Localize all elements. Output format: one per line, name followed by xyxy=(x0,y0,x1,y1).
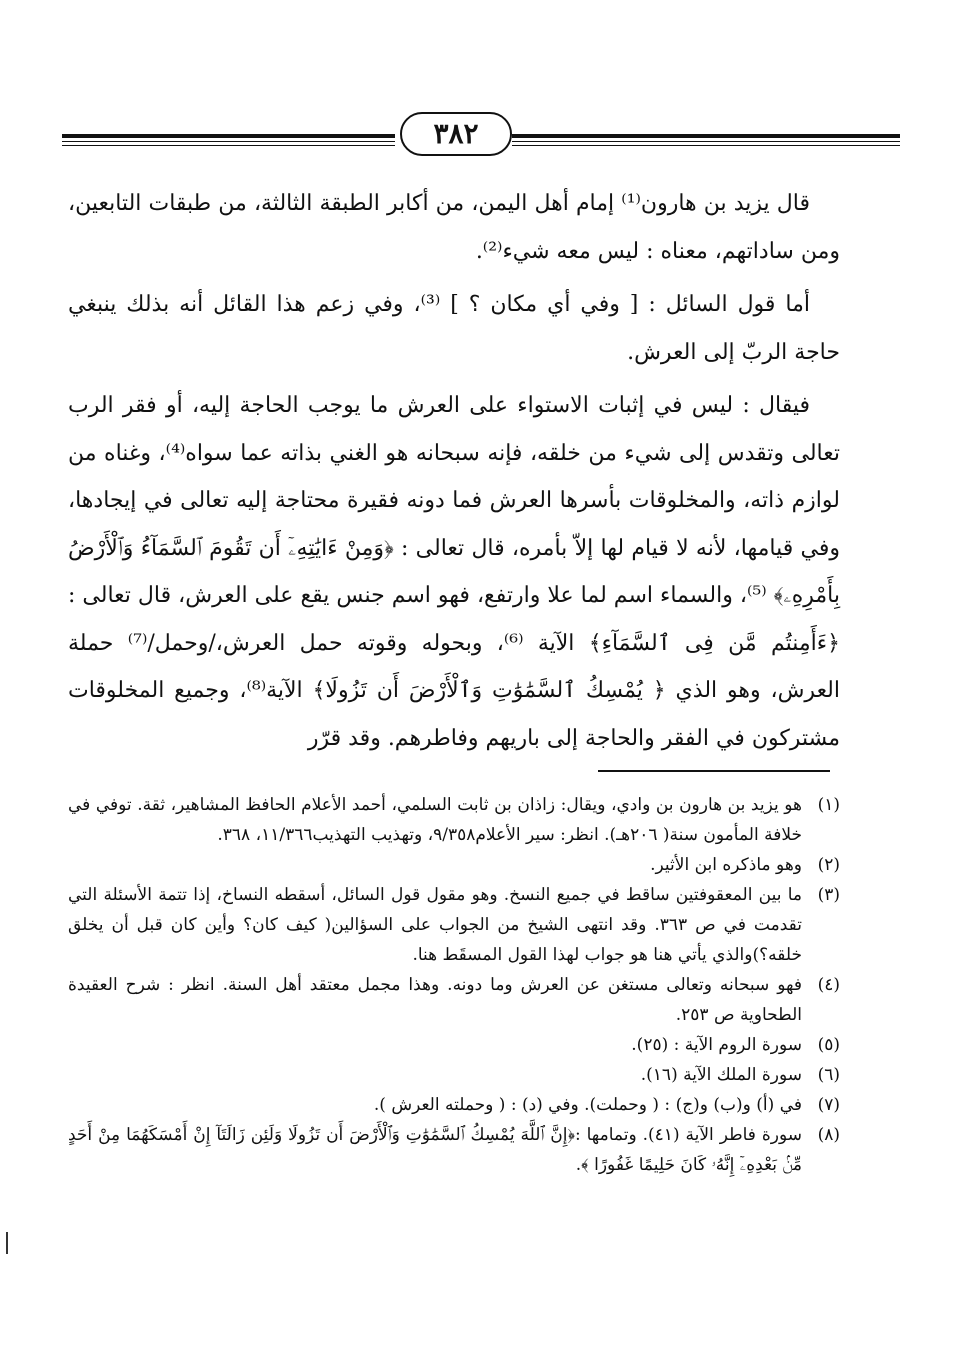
main-text xyxy=(68,180,840,768)
footnote-number: (٧) xyxy=(817,1095,840,1115)
footnote-text: سورة الملك الآية (١٦). xyxy=(640,1065,802,1085)
footnote-8 xyxy=(68,1120,840,1180)
footnote-text: سورة الروم الآية : (٢٥). xyxy=(631,1035,802,1055)
header-rule-left xyxy=(62,134,395,146)
footnote-text: سورة فاطر الآية (٤١). وتمامها :﴿إِنَّ ٱللَّهَ يُمْسِكُ ٱلسَّمَٰوَٰتِ وَٱلْأَرْضَ أَن تَزُولَا وَلَئِن زَالَتَآ إِنْ أَمْسَكَهُمَا مِنْ أَحَدٍ مِّنۢ بَعْدِهِۦٓ إِنَّهُۥ كَانَ حَلِيمًا غَفُورًا ﴾. xyxy=(68,1125,802,1175)
footnote-text: فهو سبحانه وتعالى مستغن عن العرش وما دونه. وهذا مجمل معتقد أهل السنة. انظر : شرح العقيدة الطحاوية ص ٢٥٣. xyxy=(68,975,802,1025)
footnote-1 xyxy=(68,790,840,850)
footnote-number: (٥) xyxy=(817,1035,840,1055)
paragraph-1: قال يزيد بن هارون⁽¹⁾ إمام أهل اليمن، من أكابر الطبقة الثالثة، من طبقات التابعين، ومن ساداتهم، معناه : ليس معه شيء⁽²⁾. xyxy=(68,191,840,264)
footnote-number: (٤) xyxy=(817,975,840,995)
footnotes xyxy=(68,790,840,1180)
footnote-6 xyxy=(68,1060,840,1090)
footnote-divider xyxy=(598,770,830,772)
footnote-5 xyxy=(68,1030,840,1060)
footnote-2 xyxy=(68,850,840,880)
scan-margin-mark xyxy=(6,1232,8,1254)
page-header xyxy=(62,112,900,162)
footnote-number: (٦) xyxy=(817,1065,840,1085)
header-rule-right xyxy=(512,134,900,146)
footnote-number: (٣) xyxy=(817,885,840,905)
footnote-text: وهو ماذكره ابن الأثير. xyxy=(650,855,802,875)
footnote-number: (١) xyxy=(817,795,840,815)
footnote-number: (٨) xyxy=(817,1125,840,1145)
footnote-text: ما بين المعقوفتين ساقط في جميع النسخ. وهو مقول قول السائل، أسقطه النساخ، إذا تتمة الأسئلة التي تقدمت في ص ٣٦٣. وقد انتهى الشيخ من الجواب على السؤالين( كيف كان؟ وأين كان قبل أن يخلق خلقه؟)والذي يأتي هنا هو جواب لهذا القول المسقَط هنا. xyxy=(68,885,802,965)
footnote-3 xyxy=(68,880,840,970)
footnote-4 xyxy=(68,970,840,1030)
page-number: ٣٨٢ xyxy=(400,112,512,156)
paragraph-2: أما قول السائل : [ وفي أي مكان ؟ ] ⁽³⁾، وفي زعم هذا القائل أنه بذلك ينبغي حاجة الربّ إلى العرش. xyxy=(68,292,840,365)
paragraph-3: فيقال : ليس في إثبات الاستواء على العرش ما يوجب الحاجة إليه، أو فقر الرب تعالى وتقدس إلى شيء من خلقه، فإنه سبحانه هو الغني بذاته عما سواه⁽⁴⁾، وغناه من لوازم ذاته، والمخلوقات بأسرها العرش فما دونه فقيرة محتاجة إليه تعالى في إيجادها، وفي قيامها، لأنه لا قيام لها إلاّ بأمره، قال تعالى : ﴿وَمِنْ ءَايَٰتِهِۦٓ أَن تَقُومَ ٱلسَّمَآءُ وَٱلْأَرْضُ بِأَمْرِهِۦ﴾ ⁽⁵⁾، والسماء اسم لما علا وارتفع، فهو اسم جنس يقع على العرش، قال تعالى : ﴿ءَأَمِنتُم مَّن فِى ٱلسَّمَآءِ﴾ الآية ⁽⁶⁾، وبحوله وقوته حمل العرش،/وحمل/⁽⁷⁾ حملة العرش، وهو الذي ﴿ يُمْسِكُ ٱلسَّمَٰوَٰتِ وَٱلْأَرْضَ أَن تَزُولَا﴾ الآية⁽⁸⁾، وجميع المخلوقات مشتركون في الفقر والحاجة إلى باريهم وفاطرهم. وقد قرّر xyxy=(68,393,841,751)
footnote-text: في (أ) و(ب) و(ج) : ( وحملت). وفي (د) : ( وحملته العرش ). xyxy=(373,1095,802,1115)
footnote-number: (٢) xyxy=(817,855,840,875)
footnote-text: هو يزيد بن هارون بن وادي، ويقال: زاذان بن ثابت السلمي، أحمد الأعلام الحافظ المشاهير، ثقة. توفي في خلافة المأمون سنة( ٢٠٦هـ). انظر: سير الأعلام٩/٣٥٨، وتهذيب التهذيب١١/٣٦٦، ٣٦٨. xyxy=(68,795,802,845)
footnote-7 xyxy=(68,1090,840,1120)
